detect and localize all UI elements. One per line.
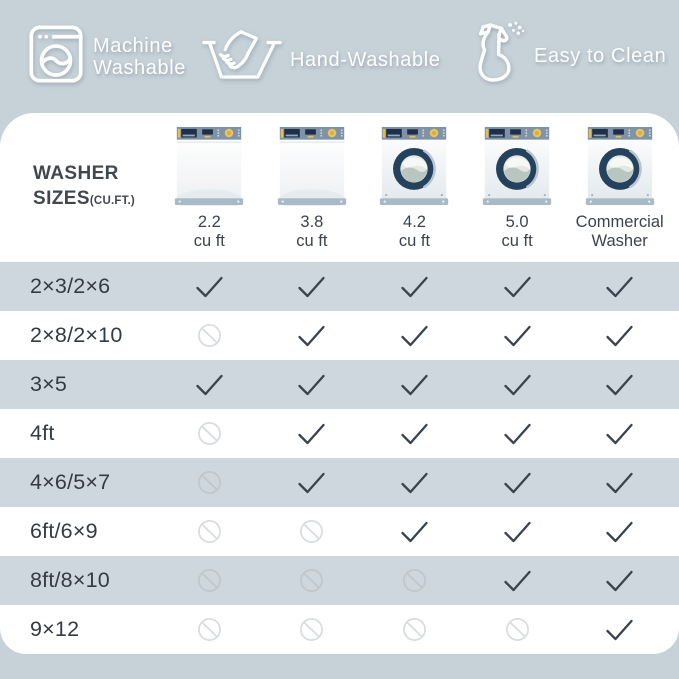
column-header-Commercial Washer — [568, 113, 671, 262]
table-row — [0, 458, 679, 507]
prohibited-icon — [466, 617, 569, 642]
check-icon — [568, 275, 671, 299]
easy-to-clean-badge — [473, 20, 666, 91]
check-icon — [261, 323, 364, 348]
table-row — [0, 507, 679, 556]
column-label: 3.8 cu ft — [296, 213, 328, 250]
check-icon — [363, 519, 466, 544]
spray-bottle-icon — [473, 20, 527, 91]
prohibited-icon — [363, 617, 466, 642]
prohibited-icon — [261, 617, 364, 642]
check-icon — [466, 275, 569, 299]
rug-size-label: 2×8/2×10 — [30, 323, 123, 347]
machine-washable-badge — [28, 24, 186, 89]
column-header-5.0 cu ft — [466, 113, 569, 262]
rug-size-label: 8ft/8×10 — [30, 568, 110, 592]
check-icon — [568, 519, 671, 544]
column-header-3.8 cu ft — [261, 113, 364, 262]
check-icon — [363, 373, 466, 397]
check-icon — [568, 373, 671, 397]
check-icon — [466, 519, 569, 544]
column-header-2.2 cu ft — [158, 113, 261, 262]
check-icon — [466, 373, 569, 397]
top-load-washer-image — [275, 126, 349, 211]
check-icon — [466, 421, 569, 446]
easy-to-clean-label: Easy to Clean — [534, 44, 667, 67]
rug-size-label: 9×12 — [30, 617, 80, 641]
check-icon — [363, 275, 466, 299]
check-icon — [466, 323, 569, 348]
hand-washable-badge — [202, 28, 440, 91]
table-row — [0, 409, 679, 458]
hand-washable-label: Hand-Washable — [290, 48, 441, 71]
column-label: 2.2 cu ft — [193, 213, 225, 250]
check-icon — [261, 421, 364, 446]
check-icon — [568, 421, 671, 446]
rug-size-label: 3×5 — [30, 372, 68, 396]
table-row — [0, 311, 679, 360]
check-icon — [363, 470, 466, 495]
rug-size-label: 4ft — [30, 421, 55, 445]
prohibited-icon — [158, 617, 261, 642]
check-icon — [466, 568, 569, 593]
check-icon — [568, 470, 671, 495]
check-icon — [261, 470, 364, 495]
top-load-washer-image — [172, 126, 246, 211]
prohibited-icon — [261, 568, 364, 593]
prohibited-icon — [158, 323, 261, 348]
table-header — [0, 113, 679, 262]
table-row — [0, 360, 679, 409]
check-icon — [261, 275, 364, 299]
check-icon — [261, 373, 364, 397]
front-load-washer-image — [480, 126, 554, 211]
rug-size-label: 6ft/6×9 — [30, 519, 98, 543]
prohibited-icon — [158, 470, 261, 495]
check-icon — [158, 373, 261, 397]
front-load-washer-image — [583, 126, 657, 211]
column-label: Commercial Washer — [575, 213, 664, 250]
column-header-4.2 cu ft — [363, 113, 466, 262]
check-icon — [568, 617, 671, 642]
check-icon — [363, 421, 466, 446]
check-icon — [158, 275, 261, 299]
prohibited-icon — [158, 519, 261, 544]
table-title: WASHER SIZES(CU.FT.) — [33, 163, 135, 209]
table-row — [0, 262, 679, 311]
machine-washable-label: Machine Washable — [93, 34, 186, 79]
washer-size-table — [0, 113, 679, 654]
table-body — [0, 262, 679, 654]
prohibited-icon — [158, 568, 261, 593]
column-label: 4.2 cu ft — [398, 213, 431, 250]
rug-size-label: 2×3/2×6 — [30, 274, 111, 298]
check-icon — [568, 568, 671, 593]
check-icon — [363, 323, 466, 348]
prohibited-icon — [158, 421, 261, 446]
check-icon — [466, 470, 569, 495]
column-label: 5.0 cu ft — [501, 213, 533, 250]
table-row — [0, 556, 679, 605]
table-row — [0, 605, 679, 654]
check-icon — [568, 323, 671, 348]
prohibited-icon — [363, 568, 466, 593]
prohibited-icon — [261, 519, 364, 544]
hand-wash-icon — [202, 28, 282, 91]
rug-size-label: 4×6/5×7 — [30, 470, 111, 494]
front-load-washer-image — [377, 126, 451, 211]
washing-machine-icon — [28, 24, 84, 89]
